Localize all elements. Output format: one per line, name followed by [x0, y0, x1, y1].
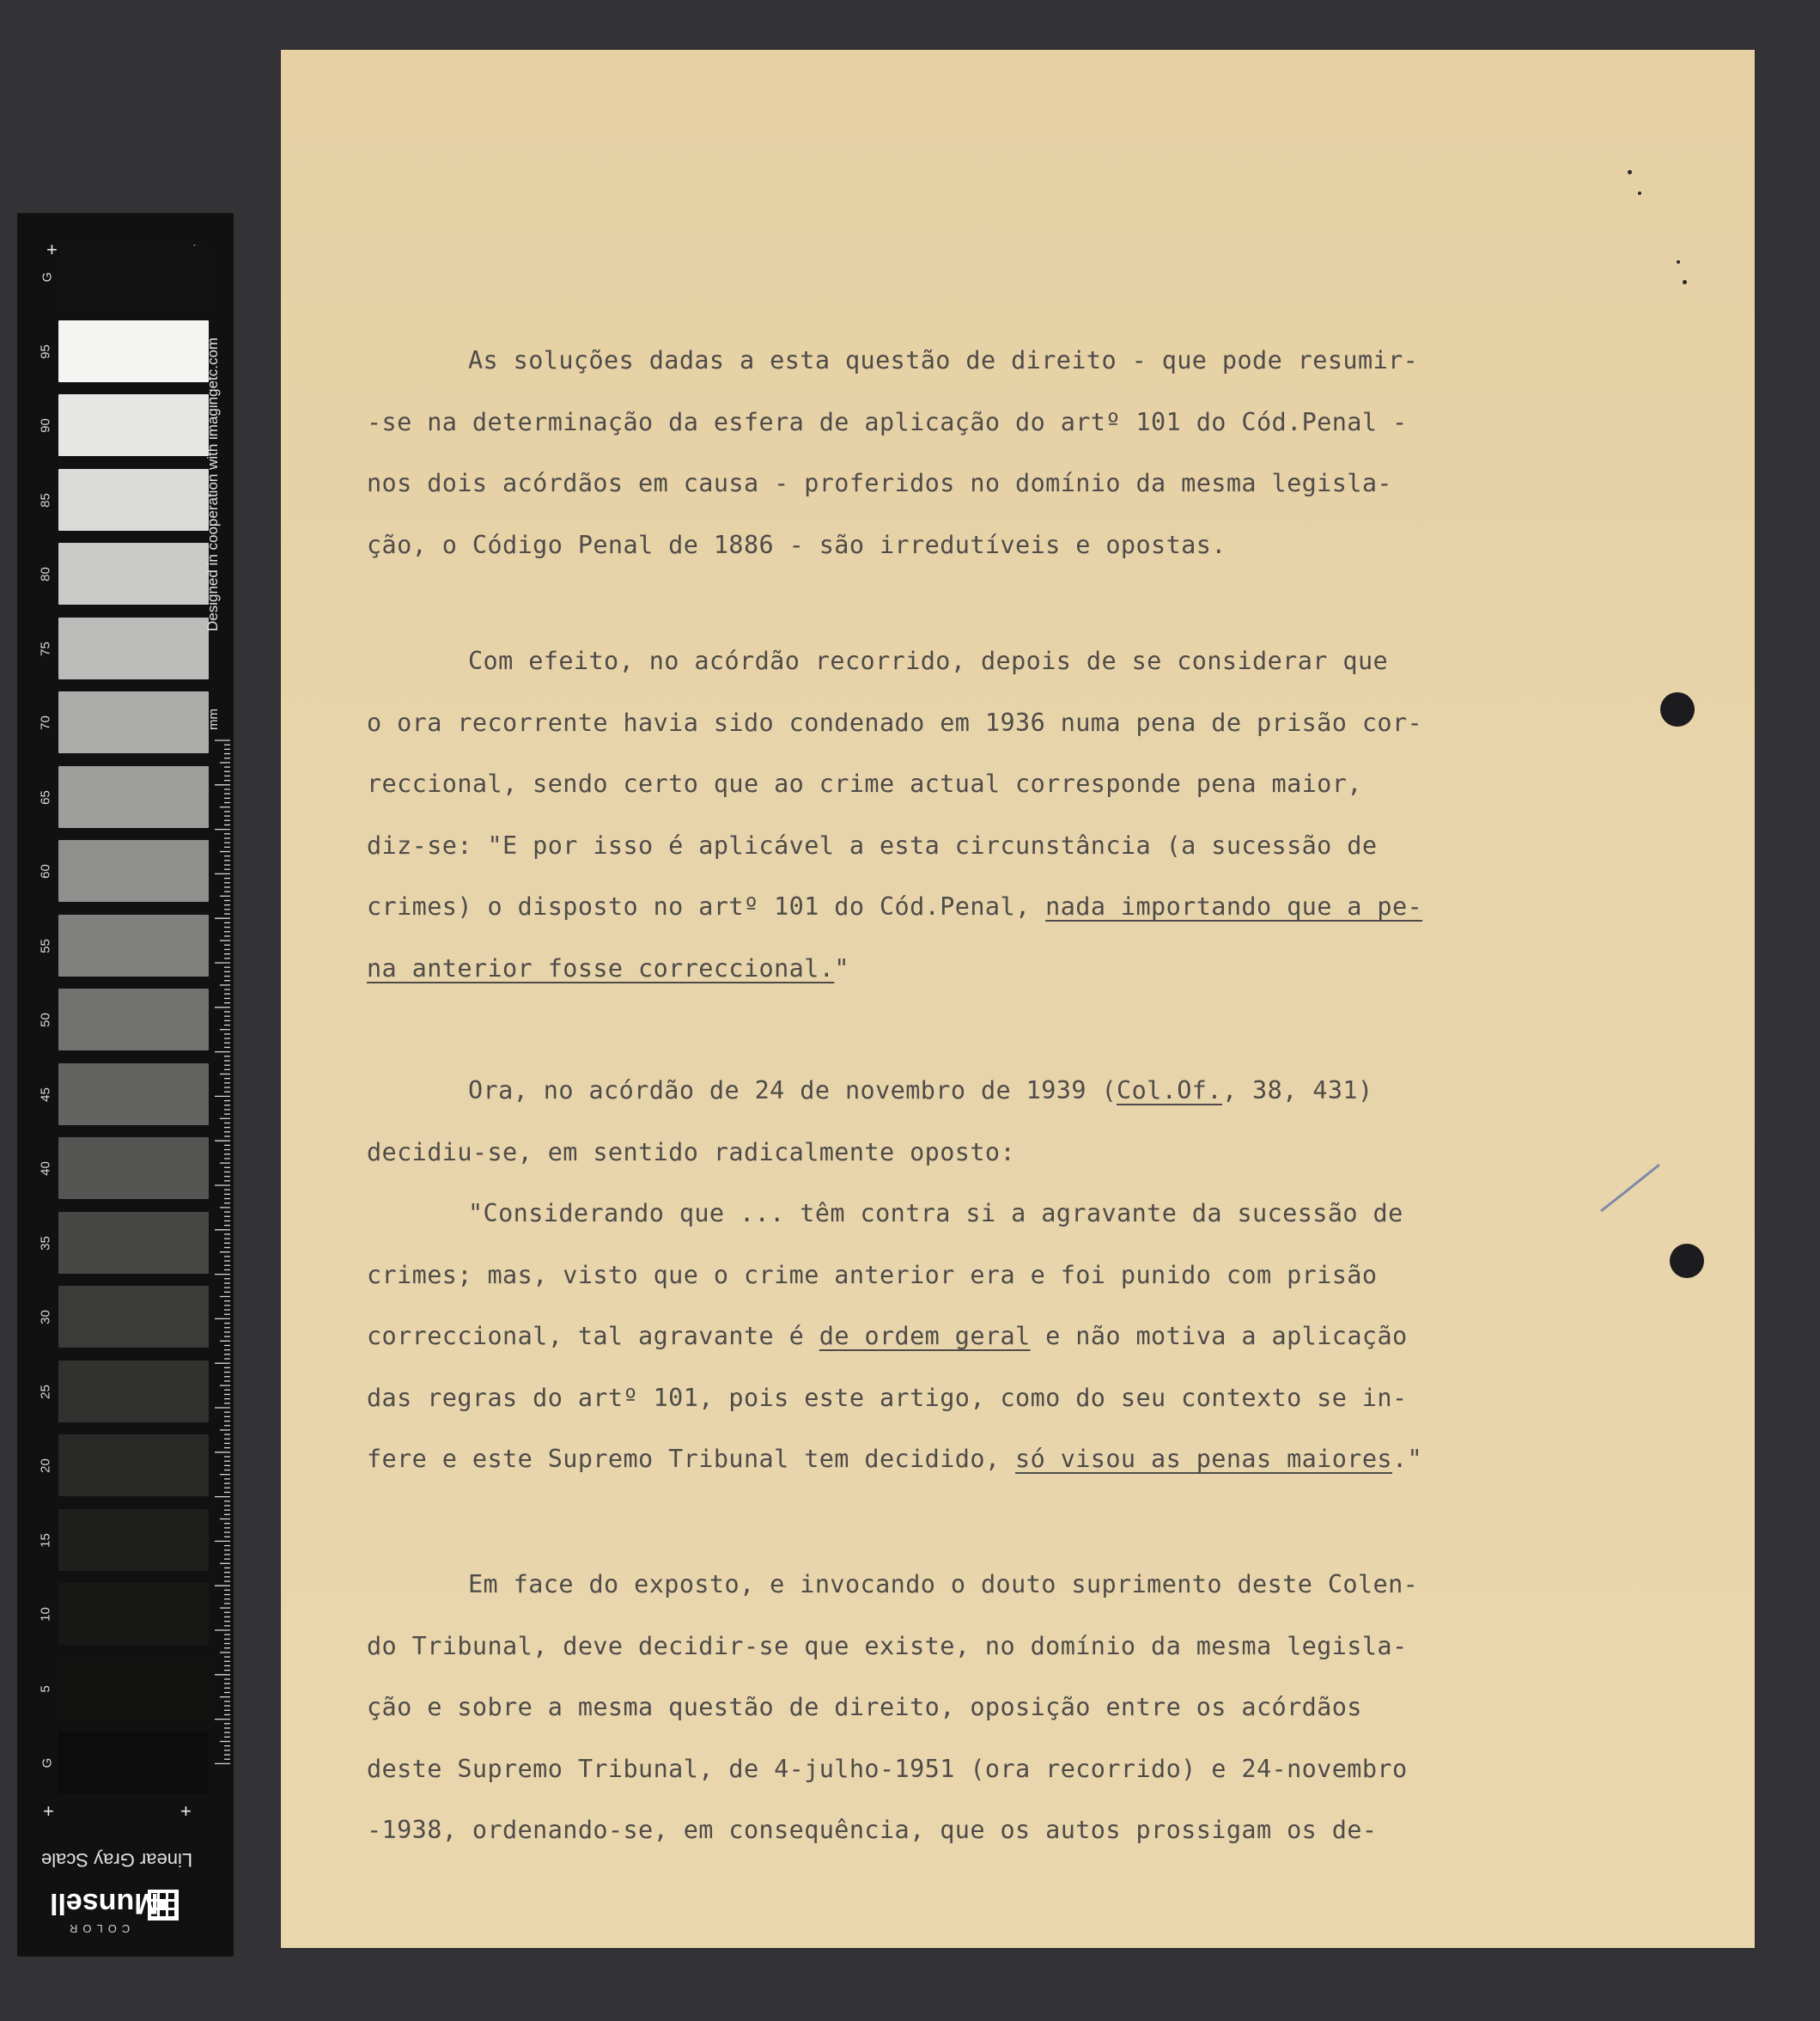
gray-patch	[58, 320, 209, 382]
text-segment: ."	[1391, 1445, 1423, 1473]
gray-patch-label: 85	[38, 492, 53, 508]
gray-patch-label: 10	[38, 1607, 53, 1622]
registration-mark: +	[46, 239, 58, 260]
gray-patch-label: 80	[38, 567, 53, 581]
gray-patch	[58, 1658, 209, 1720]
text-line	[367, 531, 1227, 559]
gray-patch	[58, 989, 209, 1050]
gray-patch	[58, 246, 209, 307]
gray-patch	[58, 1137, 209, 1199]
underlined-phrase: nada importando que a pe-	[1045, 892, 1423, 921]
gray-patch-label: 70	[38, 715, 53, 730]
gray-patch	[58, 915, 209, 977]
text-line	[367, 1693, 1362, 1721]
text-line	[468, 1570, 1418, 1598]
gray-patch-label: 75	[38, 641, 53, 656]
gray-patch	[58, 394, 209, 456]
gray-patch	[58, 1583, 209, 1645]
gray-patch	[58, 840, 209, 902]
underlined-phrase: só visou as penas maiores	[1015, 1445, 1392, 1473]
gray-patch-label: 15	[38, 1532, 53, 1548]
gray-patch-label: 60	[38, 864, 53, 879]
underlined-phrase: Col.Of.	[1117, 1076, 1222, 1105]
gray-patch	[58, 1434, 209, 1496]
ruler-unit-label: mm	[206, 709, 221, 730]
text-segment: e não motiva a aplicação	[1030, 1322, 1408, 1350]
gray-patch-label: 30	[38, 1310, 53, 1324]
mm-ruler	[208, 737, 234, 1764]
brand-name: Munsell	[50, 1887, 159, 1920]
text-line	[367, 770, 1362, 798]
text-segment: -se na determinação da esfera de aplicação do artº 101 do Cód.Penal -	[367, 407, 1408, 436]
gray-patch	[58, 1063, 209, 1125]
text-segment: deste Supremo Tribunal, de 4-julho-1951 (ora recorrido) e 24-novembro	[367, 1754, 1408, 1783]
text-segment: ção e sobre a mesma questão de direito, oposição entre os acórdãos	[367, 1693, 1362, 1721]
text-line	[468, 346, 1418, 374]
document-page	[281, 50, 1755, 1948]
gray-patch	[58, 1732, 209, 1793]
gray-patch-label: 25	[38, 1384, 53, 1399]
text-line	[367, 831, 1377, 860]
gray-patch-label: 50	[38, 1013, 53, 1027]
text-line	[367, 469, 1392, 497]
gray-patch	[58, 1212, 209, 1274]
text-line	[468, 1199, 1403, 1227]
text-segment: fere e este Supremo Tribunal tem decidido,	[367, 1445, 1016, 1473]
text-segment: crimes; mas, visto que o crime anterior era e foi punido com prisão	[367, 1260, 1378, 1289]
registration-mark: +	[180, 1800, 192, 1822]
text-segment: diz-se: "E por isso é aplicável a esta circunstância (a sucessão de	[367, 831, 1378, 860]
gray-patch-label: 65	[38, 789, 53, 805]
gray-patch-label: 90	[38, 418, 53, 433]
gray-patch-label: 95	[38, 344, 53, 359]
gray-patch	[58, 1509, 209, 1571]
text-line	[367, 1632, 1408, 1660]
text-segment: crimes) o disposto no artº 101 do Cód.Penal,	[367, 892, 1046, 921]
text-segment: "	[834, 953, 849, 983]
gray-patch-label: 40	[38, 1161, 53, 1176]
gray-patch	[58, 766, 209, 828]
gray-patch-label: 55	[38, 938, 53, 953]
typed-text-body	[281, 50, 1755, 1948]
underlined-phrase: na anterior fosse correccional.	[367, 953, 835, 983]
text-segment: correccional, tal agravante é	[367, 1322, 819, 1350]
gray-patch	[58, 618, 209, 679]
text-segment: Com efeito, no acórdão recorrido, depois de se considerar que	[468, 647, 1389, 675]
gray-patch	[58, 543, 209, 605]
gray-patch-label: 5	[38, 1684, 53, 1693]
text-segment: Ora, no acórdão de 24 de novembro de 1939 (	[468, 1076, 1117, 1105]
gray-patch	[58, 1286, 209, 1348]
text-segment: o ora recorrente havia sido condenado em 1936 numa pena de prisão cor-	[367, 708, 1423, 737]
gray-patch-label: 35	[38, 1235, 53, 1251]
text-line	[367, 1322, 1408, 1350]
gray-scale-card	[17, 213, 234, 1957]
text-segment: do Tribunal, deve decidir-se que existe, no domínio da mesma legisla-	[367, 1631, 1408, 1660]
text-segment: reccional, sendo certo que ao crime actual corresponde pena maior,	[367, 770, 1362, 798]
text-line	[468, 647, 1388, 675]
text-segment: ção, o Código Penal de 1886 - são irredutíveis e opostas.	[367, 530, 1227, 559]
text-line	[367, 1755, 1408, 1783]
gray-patch-label: 45	[38, 1087, 53, 1102]
text-line	[367, 1384, 1408, 1412]
gray-patch	[58, 691, 209, 753]
gray-patch-label: 20	[38, 1458, 53, 1473]
text-segment: Em face do exposto, e invocando o douto suprimento deste Colen-	[468, 1570, 1419, 1598]
text-line	[367, 1138, 1015, 1166]
underlined-phrase: de ordem geral	[819, 1322, 1031, 1350]
brand-subtitle: COLOR	[64, 1922, 131, 1935]
text-segment: nos dois acórdãos em causa - proferidos no domínio da mesma legisla-	[367, 469, 1392, 497]
text-segment: das regras do artº 101, pois este artigo, como do seu contexto se in-	[367, 1383, 1408, 1412]
gray-patch-label: G	[40, 1757, 55, 1768]
text-line	[367, 892, 1422, 921]
text-line	[468, 1076, 1373, 1105]
text-segment: -1938, ordenando-se, em consequência, que os autos prossigam os de-	[367, 1816, 1378, 1844]
text-line	[367, 1816, 1377, 1844]
text-line	[367, 954, 849, 983]
text-line	[367, 1445, 1422, 1473]
text-line	[367, 1261, 1377, 1289]
text-segment: "Considerando que ... têm contra si a agravante da sucessão de	[468, 1199, 1403, 1227]
scale-title: Linear Gray Scale	[41, 1849, 193, 1871]
text-segment: decidiu-se, em sentido radicalmente oposto:	[367, 1137, 1016, 1166]
text-line	[367, 709, 1422, 737]
registration-mark: +	[43, 1800, 54, 1822]
gray-patch	[58, 1361, 209, 1422]
text-line	[367, 408, 1408, 436]
gray-patch	[58, 469, 209, 531]
text-segment: , 38, 431)	[1221, 1076, 1373, 1105]
scale-credit-text: Designed in cooperation with imagingetc.com	[204, 337, 221, 631]
gray-patch-label: G	[40, 271, 55, 283]
text-segment: As soluções dadas a esta questão de direito - que pode resumir-	[468, 346, 1419, 374]
